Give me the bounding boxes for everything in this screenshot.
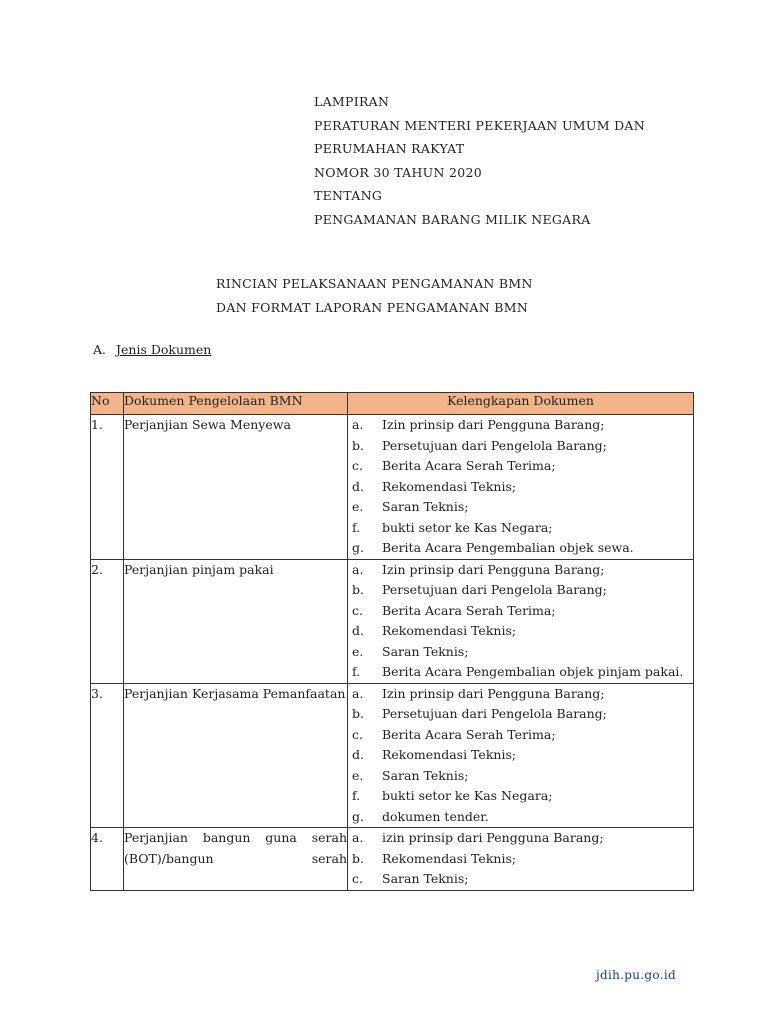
item-marker: e. [352,643,364,659]
list-item [348,725,693,746]
item-text: Izin prinsip dari Pengguna Barang; [382,685,605,701]
list-item [348,580,693,601]
attachment-header [314,90,645,231]
item-text: Izin prinsip dari Pengguna Barang; [382,561,605,577]
item-marker: a. [352,685,364,701]
column-header-document: Dokumen Pengelolaan BMN [124,393,348,415]
row-number: 2. [91,559,124,683]
item-marker: c. [352,726,363,742]
list-item [348,497,693,518]
item-marker: a. [352,417,364,432]
list-item [348,621,693,642]
column-header-completeness: Kelengkapan Dokumen [348,393,694,415]
list-item [348,456,693,477]
list-item [348,436,693,457]
list-item [348,849,693,870]
row-number: 4. [91,828,124,891]
header-line: PERATURAN MENTERI PEKERJAAN UMUM DAN [314,117,645,133]
item-text: Berita Acara Serah Terima; [382,458,556,473]
title-line: RINCIAN PELAKSANAAN PENGAMANAN BMN [216,276,533,291]
item-marker: d. [352,478,364,494]
item-marker: c. [352,871,363,886]
item-marker: b. [352,582,364,597]
item-text: Persetujuan dari Pengelola Barang; [382,582,607,597]
item-marker: e. [352,499,364,514]
item-text: Saran Teknis; [382,871,469,886]
documents-table [90,392,694,891]
item-marker: g. [352,540,364,555]
footer-website-link[interactable]: jdih.pu.go.id [596,968,676,982]
list-item [348,518,693,539]
column-header-no: No [91,393,124,415]
item-marker: f. [352,664,361,679]
header-line: TENTANG [314,188,383,203]
item-text: Saran Teknis; [382,767,469,783]
title-line: DAN FORMAT LAPORAN PENGAMANAN BMN [216,299,529,315]
list-item [348,642,693,663]
list-item [348,538,693,559]
item-marker: b. [352,850,364,866]
list-item [348,745,693,766]
table-header-row [91,393,694,415]
table-row [91,683,694,828]
list-item [348,601,693,622]
section-heading [93,342,211,357]
item-text: Rekomendasi Teknis; [382,747,517,762]
header-line: NOMOR 30 TAHUN 2020 [314,164,483,180]
item-marker: e. [352,767,364,783]
document-title [216,272,533,319]
list-item [348,477,693,498]
item-text: Izin prinsip dari Pengguna Barang; [382,417,605,432]
completeness-list [348,683,694,828]
completeness-list [348,559,694,683]
list-item [348,415,693,436]
item-text: dokumen tender. [382,808,489,824]
list-item [348,807,693,828]
item-text: Persetujuan dari Pengelola Barang; [382,706,607,721]
header-line: LAMPIRAN [314,94,390,109]
item-marker: a. [352,830,364,845]
item-marker: b. [352,706,364,721]
row-number: 3. [91,683,124,828]
item-marker: c. [352,602,363,618]
item-marker: b. [352,437,364,453]
item-text: Berita Acara Pengembalian objek pinjam pakai. [382,664,684,679]
item-marker: a. [352,561,364,577]
item-marker: f. [352,788,361,803]
table-row [91,415,694,560]
item-text: bukti setor ke Kas Negara; [382,788,553,803]
list-item [348,704,693,725]
document-type: Perjanjian Sewa Menyewa [124,415,348,560]
completeness-list [348,415,694,560]
list-item [348,766,693,787]
item-text: izin prinsip dari Pengguna Barang; [382,830,604,845]
item-text: bukti setor ke Kas Negara; [382,519,553,535]
item-marker: f. [352,519,361,535]
item-text: Rekomendasi Teknis; [382,850,517,866]
row-number: 1. [91,415,124,560]
section-letter: A. [93,342,107,357]
document-type: Perjanjian bangun guna serah (BOT)/bangun serah [124,828,348,891]
list-item [348,828,693,849]
header-line: PERUMAHAN RAKYAT [314,141,465,156]
list-item [348,869,693,890]
document-type: Perjanjian Kerjasama Pemanfaatan [124,683,348,828]
item-text: Saran Teknis; [382,499,469,514]
item-text: Rekomendasi Teknis; [382,623,517,638]
list-item [348,786,693,807]
completeness-list [348,828,694,891]
item-text: Berita Acara Serah Terima; [382,602,556,618]
section-title: Jenis Dokumen [116,342,212,357]
list-item [348,662,693,683]
item-marker: c. [352,458,363,473]
item-marker: g. [352,808,364,824]
header-line: PENGAMANAN BARANG MILIK NEGARA [314,211,591,227]
list-item [348,684,693,705]
item-text: Berita Acara Serah Terima; [382,726,556,742]
document-type: Perjanjian pinjam pakai [124,559,348,683]
table-row [91,559,694,683]
item-text: Rekomendasi Teknis; [382,478,517,494]
item-marker: d. [352,747,364,762]
item-text: Saran Teknis; [382,643,469,659]
table-row [91,828,694,891]
item-text: Persetujuan dari Pengelola Barang; [382,437,607,453]
list-item [348,560,693,581]
item-text: Berita Acara Pengembalian objek sewa. [382,540,634,555]
item-marker: d. [352,623,364,638]
